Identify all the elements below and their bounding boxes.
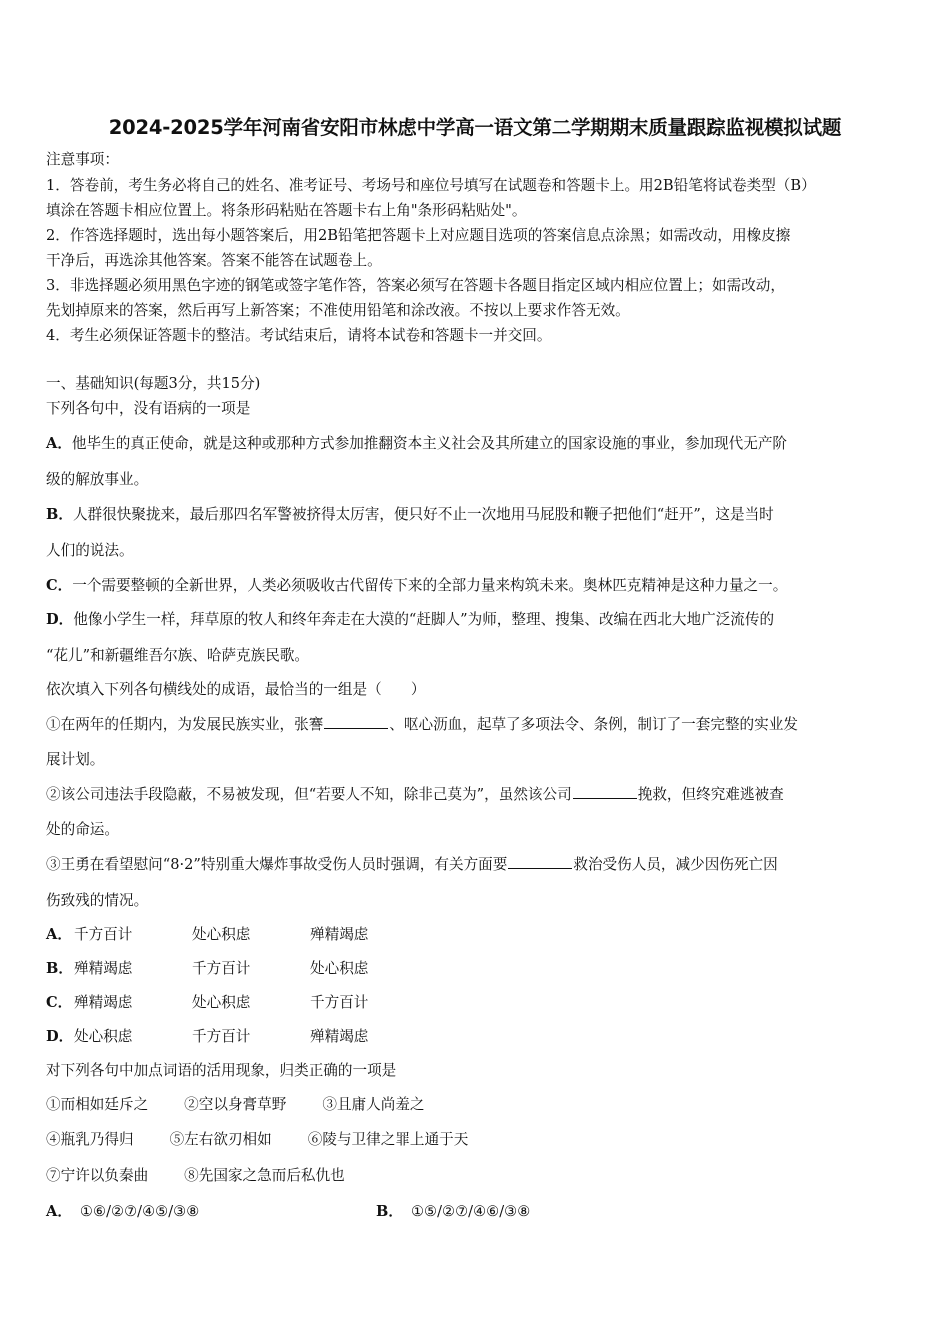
q2-option-b [46, 959, 368, 979]
q2-sentence-3-cont: 伤致残的情况。 [46, 892, 149, 909]
q2-sentence-1 [46, 714, 908, 735]
q2-option-idiom: 千方百计 [192, 1028, 251, 1045]
q3-option-b [376, 1202, 530, 1222]
q3-sentence: ③且庸人尚羞之 [322, 1096, 425, 1113]
q1-option-c-text: 一个需要整顿的全新世界，人类必须吸收古代留传下来的全部力量来构筑未来。奥林匹克精神是这种力量之一。 [72, 577, 788, 594]
q3-sentence: ⑤左右欲刃相如 [169, 1131, 272, 1148]
q2-option-idiom: 殚精竭虑 [74, 994, 133, 1011]
q3-sentence: ⑧先国家之急而后私仇也 [184, 1167, 345, 1184]
q2-s3-pre: ③王勇在看望慰问“8·2”特别重大爆炸事故受伤人员时强调，有关方面要 [46, 856, 508, 873]
q1-option-a-label: A． [46, 435, 72, 452]
q2-sentence-2 [46, 784, 908, 805]
notice-item-3-line-2: 先划掉原来的答案，然后再写上新答案；不准使用铅笔和涂改液。不按以上要求作答无效。 [46, 302, 630, 319]
q2-s2-post: 挽救，但终究难逃被查 [637, 786, 784, 803]
q2-option-idiom: 殚精竭虑 [74, 960, 133, 977]
q3-sentence: ①而相如廷斥之 [46, 1096, 149, 1113]
notice-item-1-line-2: 填涂在答题卡相应位置上。将条形码粘贴在答题卡右上角"条形码粘贴处"。 [46, 202, 527, 219]
q3-row-1 [46, 1095, 908, 1115]
q3-sentence: ⑥陵与卫律之罪上通于天 [307, 1131, 469, 1148]
q2-option-idiom: 殚精竭虑 [310, 1028, 369, 1045]
q2-option-idiom: 殚精竭虑 [310, 926, 369, 943]
q3-stem: 对下列各句中加点词语的活用现象，归类正确的一项是 [46, 1062, 397, 1079]
notice-item-4: 4．考生必须保证答题卡的整洁。考试结束后，请将本试卷和答题卡一并交回。 [46, 327, 552, 344]
q3-option-a [46, 1202, 199, 1222]
q3-sentence: ②空以身膏草野 [184, 1096, 287, 1113]
q2-s3-post: 救治受伤人员，减少因伤死亡因 [573, 856, 778, 873]
q2-option-idiom: 处心积虑 [192, 994, 251, 1011]
q1-option-c-label: C． [46, 577, 73, 594]
q2-s1-pre: ①在两年的任期内，为发展民族实业，张謇 [46, 716, 324, 733]
q2-s2-pre: ②该公司违法手段隐蔽，不易被发现，但“若要人不知，除非己莫为”，虽然该公司 [46, 786, 572, 803]
q3-option-a-text: ①⑥/②⑦/④⑤/③⑧ [79, 1203, 200, 1220]
q2-stem: 依次填入下列各句横线处的成语，最恰当的一组是（ ） [46, 681, 426, 698]
q2-option-label: A． [46, 926, 72, 943]
notice-item-2-line-1: 2．作答选择题时，选出每小题答案后，用2B铅笔把答题卡上对应题目选项的答案信息点涂黑；如需改动，用橡皮擦 [46, 227, 791, 244]
q1-option-d-cont: “花儿”和新疆维吾尔族、哈萨克族民歌。 [46, 647, 310, 664]
q3-option-b-text: ①⑤/②⑦/④⑥/③⑧ [410, 1203, 531, 1220]
notice-item-1-line-1: 1．答卷前，考生务必将自己的姓名、准考证号、考场号和座位号填写在试题卷和答题卡上。用2B铅笔将试卷类型（B） [46, 177, 816, 194]
q1-option-a-text: 他毕生的真正使命，就是这种或那种方式参加推翻资本主义社会及其所建立的国家设施的事业，参加现代无产阶 [71, 435, 788, 452]
q3-sentence: ④瓶乳乃得归 [46, 1131, 134, 1148]
q1-option-a [46, 434, 908, 454]
section-heading: 一、基础知识(每题3分，共15分) [46, 375, 261, 392]
q2-option-label: C． [46, 994, 73, 1011]
q2-option-a [46, 925, 368, 945]
q2-s1-post: 、呕心沥血，起草了多项法令、条例，制订了一套完整的实业发 [389, 716, 798, 733]
q2-option-idiom: 千方百计 [310, 994, 369, 1011]
q1-option-d-text: 他像小学生一样，拜草原的牧人和终年奔走在大漠的“赶脚人”为师，整理、搜集、改编在西北大地广泛流传的 [73, 611, 775, 628]
q3-row-3 [46, 1166, 908, 1186]
blank-line [508, 854, 572, 869]
q1-option-d [46, 610, 908, 630]
q2-option-idiom: 处心积虑 [192, 926, 251, 943]
notice-item-2-line-2: 干净后，再选涂其他答案。答案不能答在试题卷上。 [46, 252, 382, 269]
q3-option-a-label: A． [46, 1203, 72, 1220]
q1-stem: 下列各句中，没有语病的一项是 [46, 400, 251, 417]
q1-option-b-cont: 人们的说法。 [46, 542, 134, 559]
blank-line [324, 714, 388, 729]
notice-heading: 注意事项： [46, 151, 119, 168]
q2-option-label: B． [46, 960, 73, 977]
q2-sentence-3 [46, 854, 908, 875]
q3-row-2 [46, 1130, 908, 1150]
notice-item-3-line-1: 3．非选择题必须用黑色字迹的钢笔或签字笔作答，答案必须写在答题卡各题目指定区域内相应位置上；如需改动， [46, 277, 785, 294]
q2-option-idiom: 千方百计 [192, 960, 251, 977]
q1-option-d-label: D． [46, 611, 74, 628]
q2-option-d [46, 1027, 368, 1047]
q2-sentence-1-cont: 展计划。 [46, 751, 105, 768]
q2-option-c [46, 993, 368, 1013]
q1-option-b [46, 505, 908, 525]
q1-option-a-cont: 级的解放事业。 [46, 471, 149, 488]
q2-option-idiom: 处心积虑 [74, 1028, 133, 1045]
q2-sentence-2-cont: 处的命运。 [46, 821, 119, 838]
q3-sentence: ⑦宁许以负秦曲 [46, 1167, 149, 1184]
q2-option-label: D． [46, 1028, 74, 1045]
exam-title: 2024-2025学年河南省安阳市林虑中学高一语文第二学期期末质量跟踪监视模拟试题 [108, 116, 842, 139]
q2-option-idiom: 处心积虑 [310, 960, 369, 977]
blank-line [573, 784, 637, 799]
q1-option-b-label: B． [46, 506, 73, 523]
q2-option-idiom: 千方百计 [74, 926, 133, 943]
q1-option-c [46, 576, 908, 596]
q1-option-b-text: 人群很快聚拢来，最后那四名军警被挤得太厉害，便只好不止一次地用马屁股和鞭子把他们“赶开”，这是当时 [72, 506, 774, 523]
q3-option-b-label: B． [376, 1203, 403, 1220]
